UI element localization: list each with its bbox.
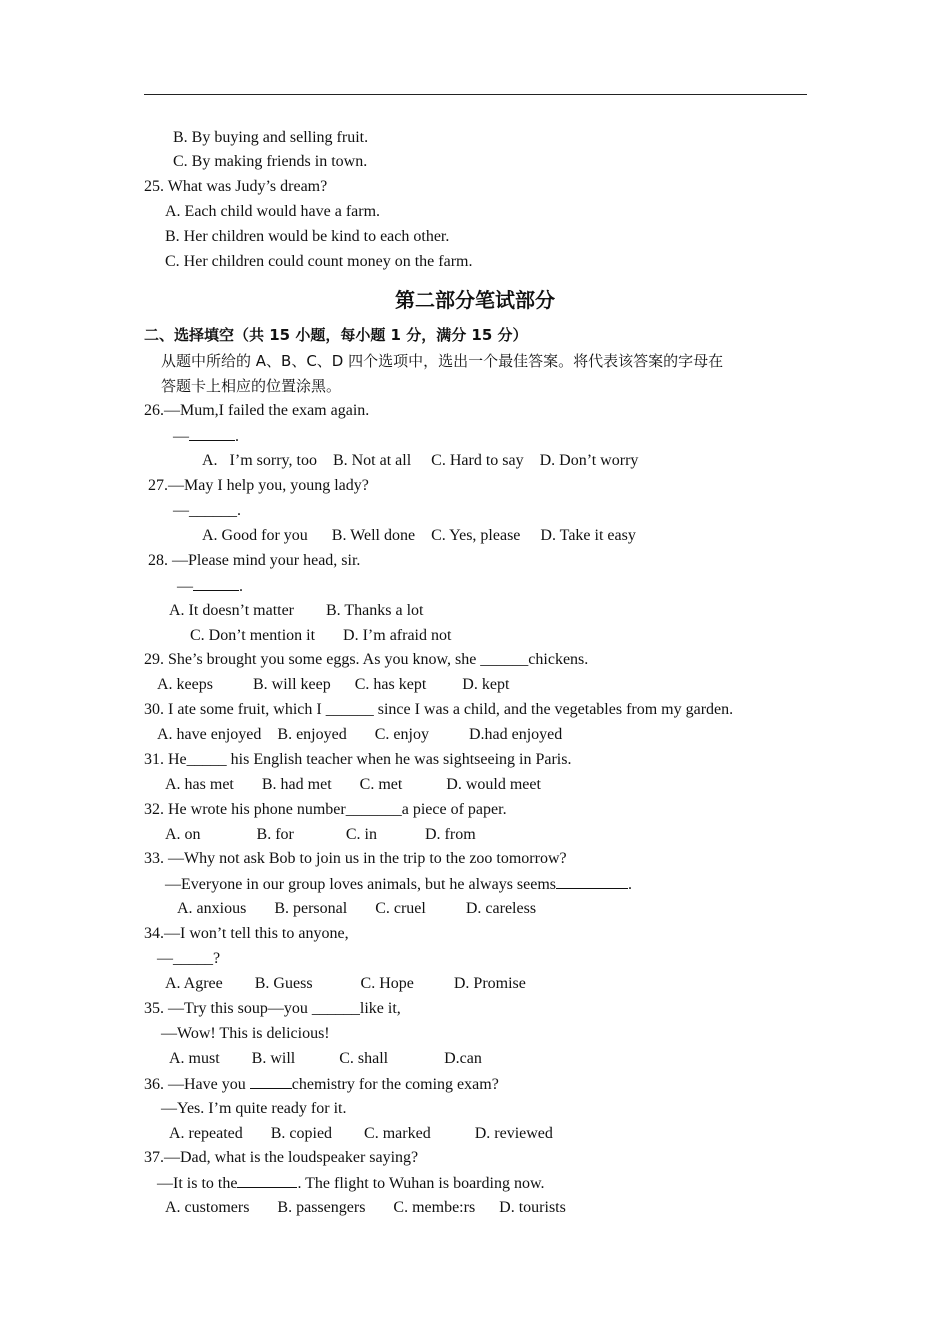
instructions-line1: 从题中所给的 A、B、C、D 四个选项中，选出一个最佳答案。将代表该答案的字母在 [161,352,724,370]
q32-stem: 32. He wrote his phone number_______a piece of paper. [144,801,507,818]
q34-options: A. Agree B. Guess C. Hope D. Promise [165,975,526,992]
q36-stem-prefix: 36. —Have you [144,1076,250,1093]
q33-reply-suffix: . [628,876,633,893]
q26-options: A. I’m sorry, too B. Not at all C. Hard to say D. Don’t worry [202,452,639,469]
q36-stem [144,1074,499,1095]
q33-options: A. anxious B. personal C. cruel D. careless [177,900,537,917]
q25-option-b: B. Her children would be kind to each other. [165,228,450,245]
q37-reply [157,1173,544,1194]
q35-stem: 35. —Try this soup—you ______like it, [144,1000,401,1017]
q34-stem: 34.—I won’t tell this to anyone, [144,925,349,942]
q31-stem: 31. He_____ his English teacher when he was sightseeing in Paris. [144,751,572,768]
q37-stem: 37.—Dad, what is the loudspeaker saying? [144,1149,419,1166]
q28-options-row2: C. Don’t mention it D. I’m afraid not [190,627,452,644]
q28-options-row1: A. It doesn’t matter B. Thanks a lot [169,602,424,619]
q27-stem: 27.—May I help you, young lady? [148,477,369,494]
q28-stem: 28. —Please mind your head, sir. [148,552,361,569]
q36-stem-suffix: chemistry for the coming exam? [291,1076,499,1093]
q24-option-b: B. By buying and selling fruit. [173,129,369,146]
q32-options: A. on B. for C. in D. from [165,826,476,843]
q28-reply-suffix: . [239,578,243,595]
q28-reply [177,576,243,597]
q24-option-c: C. By making friends in town. [173,153,368,170]
q31-options: A. has met B. had met C. met D. would meet [165,776,541,793]
part-title: 第二部分笔试部分 [395,288,555,312]
q26-reply-prefix: — [173,428,189,445]
section-heading: 二、选择填空（共 15 小题，每小题 1 分，满分 15 分） [144,326,528,344]
q30-stem: 30. I ate some fruit, which I ______ since I was a child, and the vegetables from my garden. [144,701,734,718]
q30-options: A. have enjoyed B. enjoyed C. enjoy D.had enjoyed [157,726,563,743]
header-rule [144,94,807,95]
q37-answer-blank [237,1173,297,1188]
q26-reply [173,426,239,447]
q36-options: A. repeated B. copied C. marked D. reviewed [169,1125,553,1142]
q26-reply-suffix: . [235,428,239,445]
q37-reply-suffix: . The flight to Wuhan is boarding now. [297,1175,545,1192]
q37-reply-prefix: —It is to the [157,1175,238,1192]
q37-options: A. customers B. passengers C. membe:rs D. tourists [165,1199,566,1216]
q25-stem: 25. What was Judy’s dream? [144,178,328,195]
q27-reply: —______. [173,502,241,519]
q29-stem: 29. She’s brought you some eggs. As you know, she ______chickens. [144,651,589,668]
q26-answer-blank [189,426,235,441]
q25-option-a: A. Each child would have a farm. [165,203,381,220]
q33-stem: 33. —Why not ask Bob to join us in the trip to the zoo tomorrow? [144,850,567,867]
q33-reply [165,874,632,895]
q33-reply-prefix: —Everyone in our group loves animals, but he always seems [165,876,557,893]
q25-option-c: C. Her children could count money on the farm. [165,253,473,270]
q29-options: A. keeps B. will keep C. has kept D. kept [157,676,510,693]
q26-stem: 26.—Mum,I failed the exam again. [144,402,370,419]
q36-reply: —Yes. I’m quite ready for it. [161,1100,347,1117]
q33-answer-blank [556,874,628,889]
q28-reply-prefix: — [177,578,193,595]
q36-answer-blank [250,1074,292,1089]
q35-options: A. must B. will C. shall D.can [169,1050,482,1067]
q28-answer-blank [193,576,239,591]
q34-reply: —_____? [157,950,221,967]
instructions-line2: 答题卡上相应的位置涂黑。 [161,377,342,395]
q27-options: A. Good for you B. Well done C. Yes, please D. Take it easy [202,527,636,544]
q35-reply: —Wow! This is delicious! [161,1025,330,1042]
